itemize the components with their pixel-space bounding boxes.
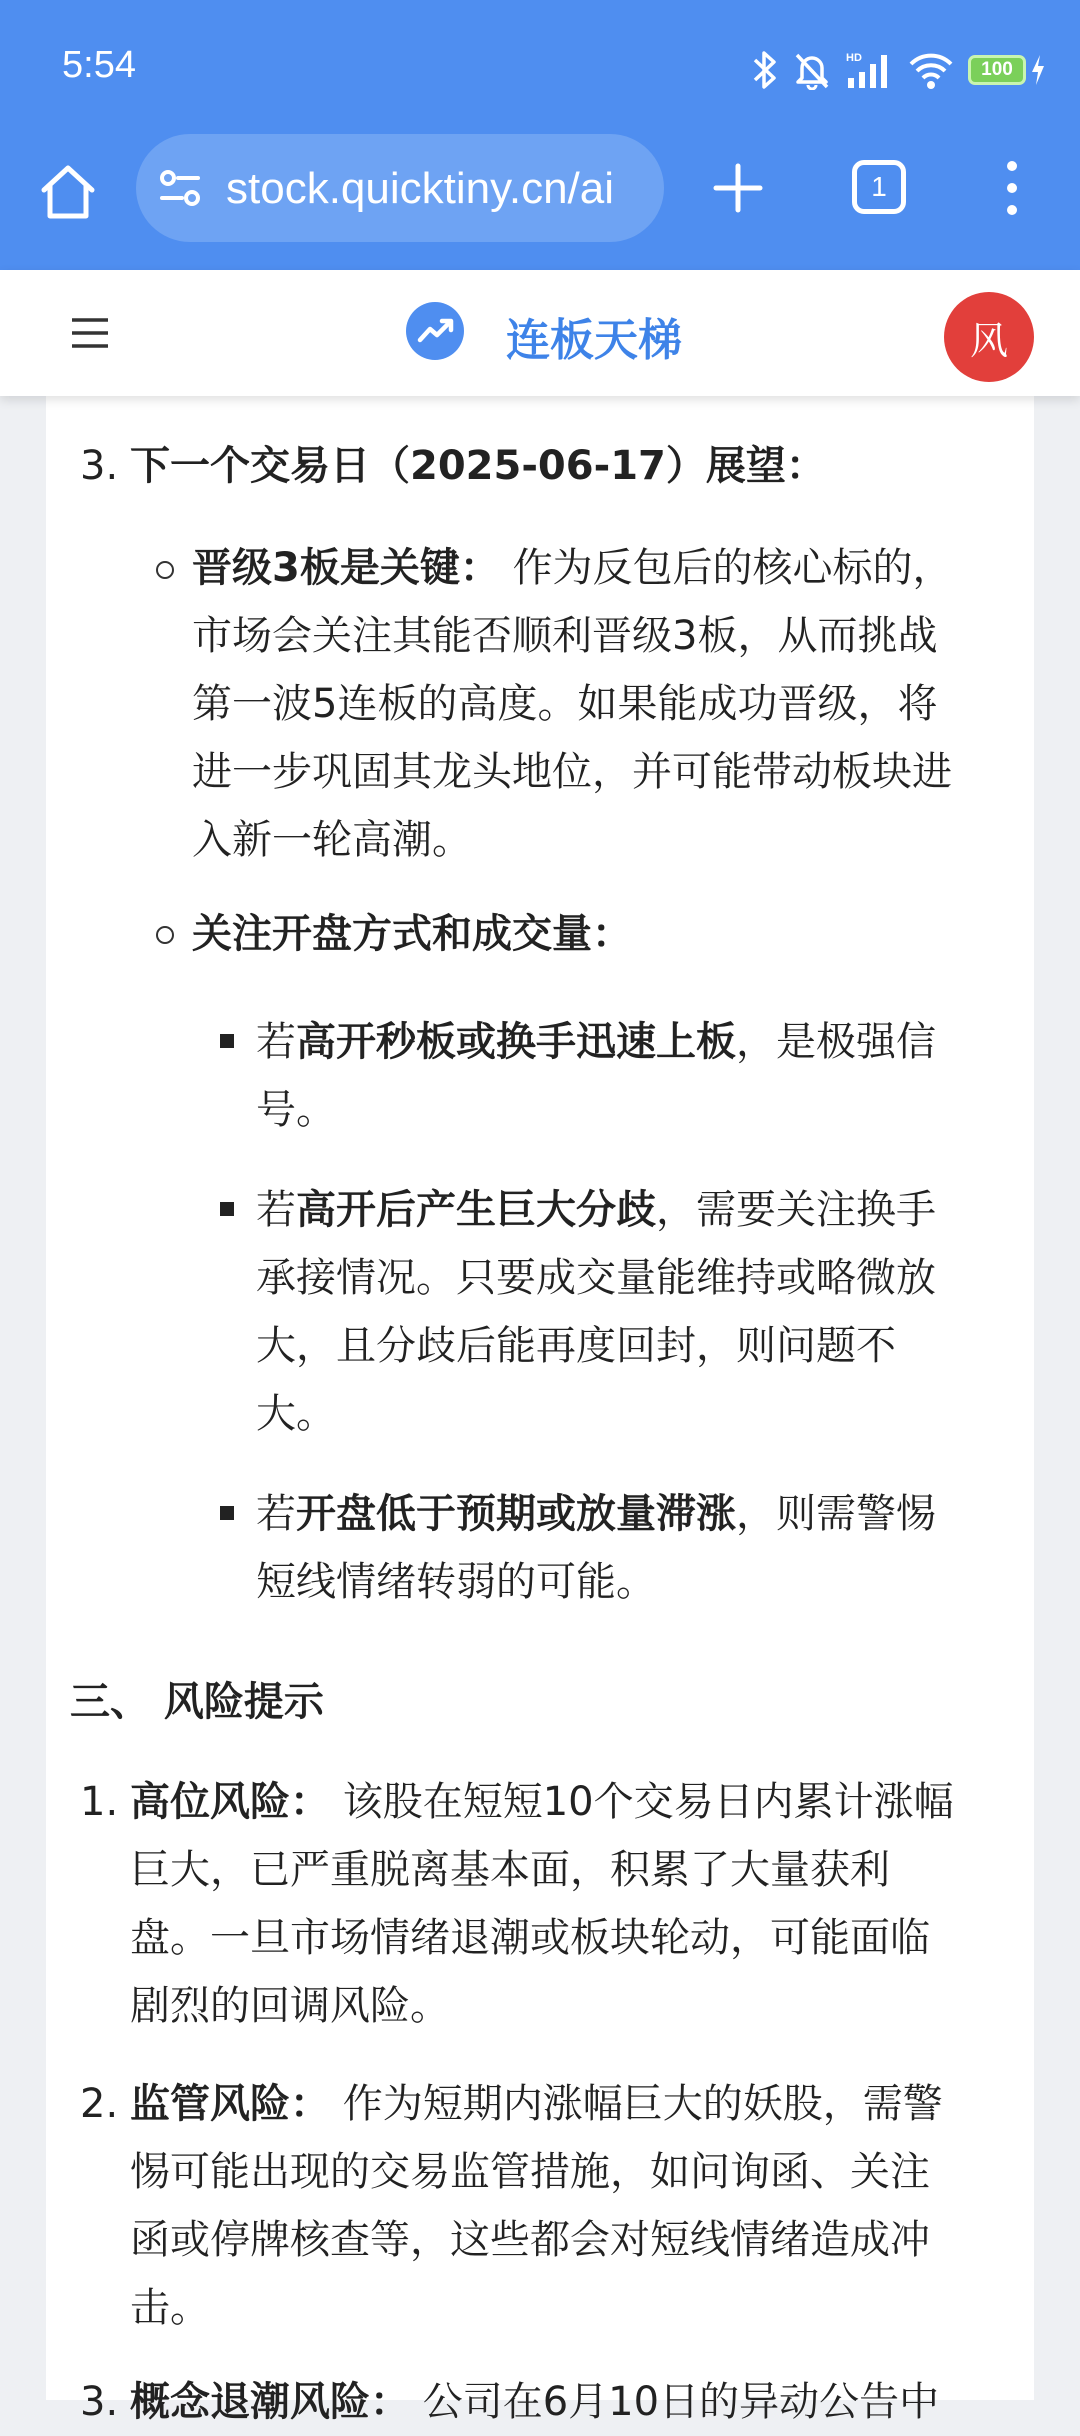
app-title[interactable]: 连板天梯 (506, 315, 682, 366)
battery-indicator (968, 54, 1046, 86)
text-line: 盘。一旦市场情绪退潮或板块轮动，可能面临 (130, 1915, 930, 1961)
tab-switcher-button[interactable]: 1 (852, 160, 906, 214)
battery-level: 100 (968, 55, 1026, 85)
bullet-bold: 概念退潮风险： (130, 2379, 410, 2425)
bullet-bold: 晋级3板是关键： (192, 545, 500, 591)
address-bar[interactable] (136, 134, 664, 242)
text-span: 若 (256, 1491, 296, 1537)
bullet-bold: 高开秒板或换手迅速上板 (296, 1019, 736, 1065)
more-menu-icon[interactable] (998, 156, 1026, 220)
bullet-circle (156, 561, 174, 579)
text-span: 若 (256, 1187, 296, 1233)
home-icon[interactable] (36, 160, 100, 224)
svg-text:HD: HD (846, 52, 862, 64)
text-span: ，需要关注换手 (656, 1187, 936, 1233)
list-item (130, 1768, 954, 1836)
list-number: 3. (80, 2379, 119, 2425)
list-item (130, 2070, 943, 2138)
text-line: 巨大，已严重脱离基本面，积累了大量获利 (130, 1847, 890, 1893)
bullet-bold: 关注开盘方式和成交量： (192, 911, 632, 957)
url-text: stock.quicktiny.cn/ai (226, 164, 615, 213)
list-item (192, 534, 953, 602)
text-span: ，则需警惕 (736, 1491, 936, 1537)
bullet-text: 公司在6月10日的异动公告中 (422, 2379, 940, 2425)
trend-logo-icon (406, 302, 464, 360)
wifi-icon (908, 50, 954, 90)
content-card (46, 396, 1034, 2425)
bullet-bold: 高开后产生巨大分歧 (296, 1187, 656, 1233)
bullet-text: 该股在短短10个交易日内累计涨幅 (342, 1779, 954, 1825)
new-tab-icon[interactable] (708, 158, 768, 218)
bullet-square (220, 1202, 234, 1216)
list-item (256, 1176, 936, 1244)
text-line: 惕可能出现的交易监管措施，如问询函、关注 (130, 2149, 930, 2195)
site-settings-icon[interactable] (156, 164, 204, 212)
text-line: 大，且分歧后能再度回封，则问题不 (256, 1323, 896, 1369)
bullet-bold: 高位风险： (130, 1779, 330, 1825)
hamburger-menu-icon[interactable] (70, 316, 110, 350)
list-number: 3. (80, 443, 119, 489)
bullet-square (220, 1034, 234, 1048)
bullet-bold: 开盘低于预期或放量滞涨 (296, 1491, 736, 1537)
section-title: 三、 风险提示 (70, 1679, 324, 1725)
outlook-heading: 下一个交易日（2025-06-17）展望： (130, 443, 826, 489)
text-line: 短线情绪转弱的可能。 (256, 1559, 656, 1605)
bluetooth-icon (752, 50, 778, 90)
status-icons (752, 48, 1046, 92)
text-line: 第一波5连板的高度。如果能成功晋级，将 (192, 681, 938, 727)
bullet-bold: 监管风险： (130, 2081, 330, 2127)
bullet-circle (156, 926, 174, 944)
text-line: 入新一轮高潮。 (192, 817, 472, 863)
list-number: 1. (80, 1779, 119, 1825)
text-span: 若 (256, 1019, 296, 1065)
browser-toolbar (0, 130, 1080, 270)
text-line: 市场会关注其能否顺利晋级3板，从而挑战 (192, 613, 938, 659)
bullet-text: 作为短期内涨幅巨大的妖股，需警 (342, 2081, 943, 2127)
list-item (130, 2368, 939, 2436)
app-header (0, 270, 1080, 396)
text-span: ，是极强信 (736, 1019, 936, 1065)
text-line: 函或停牌核查等，这些都会对短线情绪造成冲 (130, 2217, 930, 2263)
text-line: 大。 (256, 1391, 336, 1437)
text-line: 号。 (256, 1087, 336, 1133)
signal-icon (846, 50, 894, 90)
bullet-text: 作为反包后的核心标的， (512, 545, 953, 591)
list-item (256, 1480, 936, 1548)
user-avatar[interactable]: 风 (944, 292, 1034, 382)
status-bar (0, 0, 1080, 130)
list-number: 2. (80, 2081, 119, 2127)
list-item (256, 1008, 936, 1076)
text-line: 进一步巩固其龙头地位，并可能带动板块进 (192, 749, 952, 795)
status-time: 5:54 (62, 44, 136, 86)
mute-bell-icon (792, 50, 832, 90)
bullet-square (220, 1506, 234, 1520)
text-line: 击。 (130, 2285, 210, 2331)
text-line: 剧烈的回调风险。 (130, 1983, 450, 2029)
text-line: 承接情况。只要成交量能维持或略微放 (256, 1255, 936, 1301)
charging-icon (1030, 54, 1046, 86)
